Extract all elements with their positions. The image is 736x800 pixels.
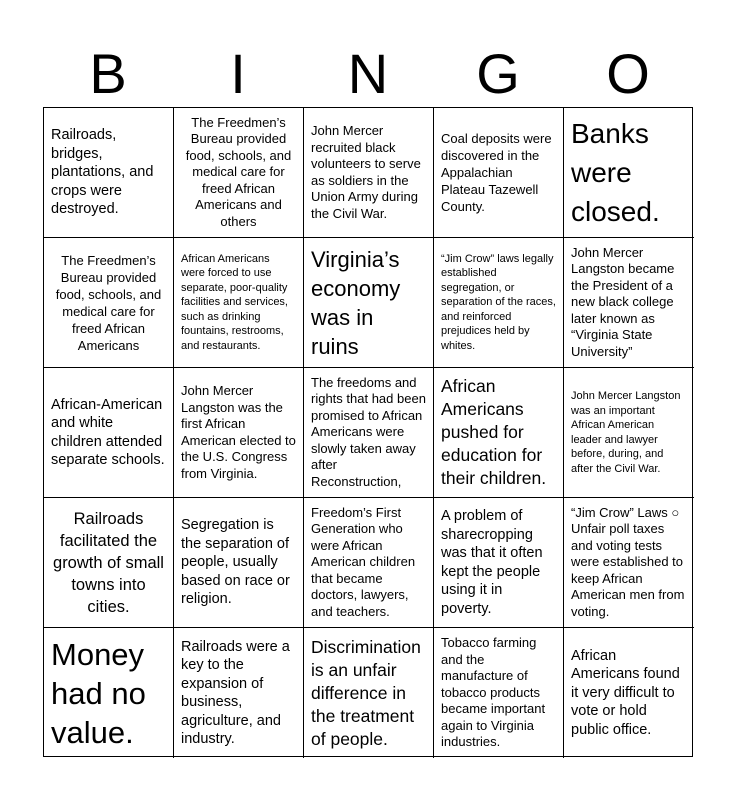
cell-text: Railroads facilitated the growth of small towns into cities. (53, 509, 164, 616)
cell-text: John Mercer recruited black volunteers to serve as soldiers in the Union Army during the Civil War. (311, 123, 421, 221)
bingo-cell[interactable] (434, 238, 564, 368)
bingo-cell[interactable] (564, 108, 694, 238)
cell-text: Freedom’s First Generation who were African American children that became doctors, lawyers, and teachers. (311, 504, 416, 619)
cell-text: “Jim Crow” Laws ○ Unfair poll taxes and voting tests were established to keep African American men from voting. (571, 504, 685, 619)
bingo-header (43, 40, 693, 108)
cell-text: The Freedmen’s Bureau provided food, schools, and medical care for freed African Americans and others (185, 114, 292, 229)
bingo-cell[interactable] (174, 368, 304, 498)
bingo-cell[interactable] (304, 238, 434, 368)
cell-text: African-American and white children attended separate schools. (51, 396, 165, 468)
bingo-cell[interactable] (174, 108, 304, 238)
cell-text: Segregation is the separation of people, usually based on race or religion. (181, 517, 290, 608)
cell-text: African Americans found it very difficult to vote or hold public office. (571, 647, 680, 738)
cell-text: Tobacco farming and the manufacture of tobacco products became important again to Virginia industries. (441, 635, 546, 750)
cell-text: African Americans pushed for education for their children. (441, 376, 547, 488)
bingo-cell[interactable] (564, 368, 694, 498)
bingo-cell[interactable] (304, 108, 434, 238)
cell-text: Banks were closed. (571, 118, 660, 227)
cell-text: Discrimination is an unfair difference in the treatment of people. (311, 636, 421, 749)
cell-text: “Jim Crow” laws legally established segregation, or separation of the races, and reinforced prejudices held by whites. (441, 252, 556, 352)
bingo-cell[interactable] (304, 628, 434, 758)
header-letter-n: N (347, 42, 389, 105)
cell-text: Coal deposits were discovered in the Appalachian Plateau Tazewell County. (441, 131, 552, 214)
header-letter-i: I (230, 42, 246, 105)
cell-text: John Mercer Langston was an important African American leader and lawyer before, during, and after the Civil War. (571, 390, 681, 475)
bingo-cell[interactable] (434, 108, 564, 238)
cell-text: Virginia’s economy was in ruins (311, 246, 401, 359)
cell-text: Money had no value. (51, 636, 146, 750)
cell-text: The freedoms and rights that had been promised to African Americans were slowly taken away after Reconstruction, (311, 374, 426, 489)
bingo-cell[interactable] (44, 368, 174, 498)
cell-text: Railroads, bridges, plantations, and crops were destroyed. (51, 127, 154, 218)
bingo-cell[interactable] (174, 628, 304, 758)
bingo-cell[interactable] (434, 628, 564, 758)
header-letter-g: G (476, 42, 520, 105)
bingo-cell[interactable] (44, 628, 174, 758)
bingo-cell[interactable] (564, 498, 694, 628)
bingo-cell[interactable] (174, 238, 304, 368)
bingo-cell[interactable] (44, 238, 174, 368)
header-letter-b: B (89, 42, 127, 105)
bingo-cell[interactable] (564, 628, 694, 758)
bingo-grid (43, 107, 693, 757)
cell-text: A problem of sharecropping was that it often kept the people using it in poverty. (441, 508, 543, 617)
bingo-cell[interactable] (304, 498, 434, 628)
cell-text: John Mercer Langston became the President of a new black college later known as “Virginia State University” (571, 244, 675, 359)
bingo-cell[interactable] (434, 498, 564, 628)
bingo-cell[interactable] (434, 368, 564, 498)
cell-text: African Americans were forced to use separate, poor-quality facilities and services, such as drinking fountains, restrooms, and restaurants. (181, 252, 288, 352)
bingo-cell[interactable] (44, 498, 174, 628)
cell-text: John Mercer Langston was the first African American elected to the U.S. Congress from Virginia. (181, 383, 296, 481)
header-letter-o: O (606, 42, 650, 105)
cell-text: The Freedmen’s Bureau provided food, schools, and medical care for freed African Americans (55, 252, 162, 353)
bingo-cell[interactable] (44, 108, 174, 238)
bingo-cell[interactable] (174, 498, 304, 628)
cell-text: Railroads were a key to the expansion of business, agriculture, and industry. (181, 638, 290, 747)
bingo-cell[interactable] (304, 368, 434, 498)
bingo-cell[interactable] (564, 238, 694, 368)
